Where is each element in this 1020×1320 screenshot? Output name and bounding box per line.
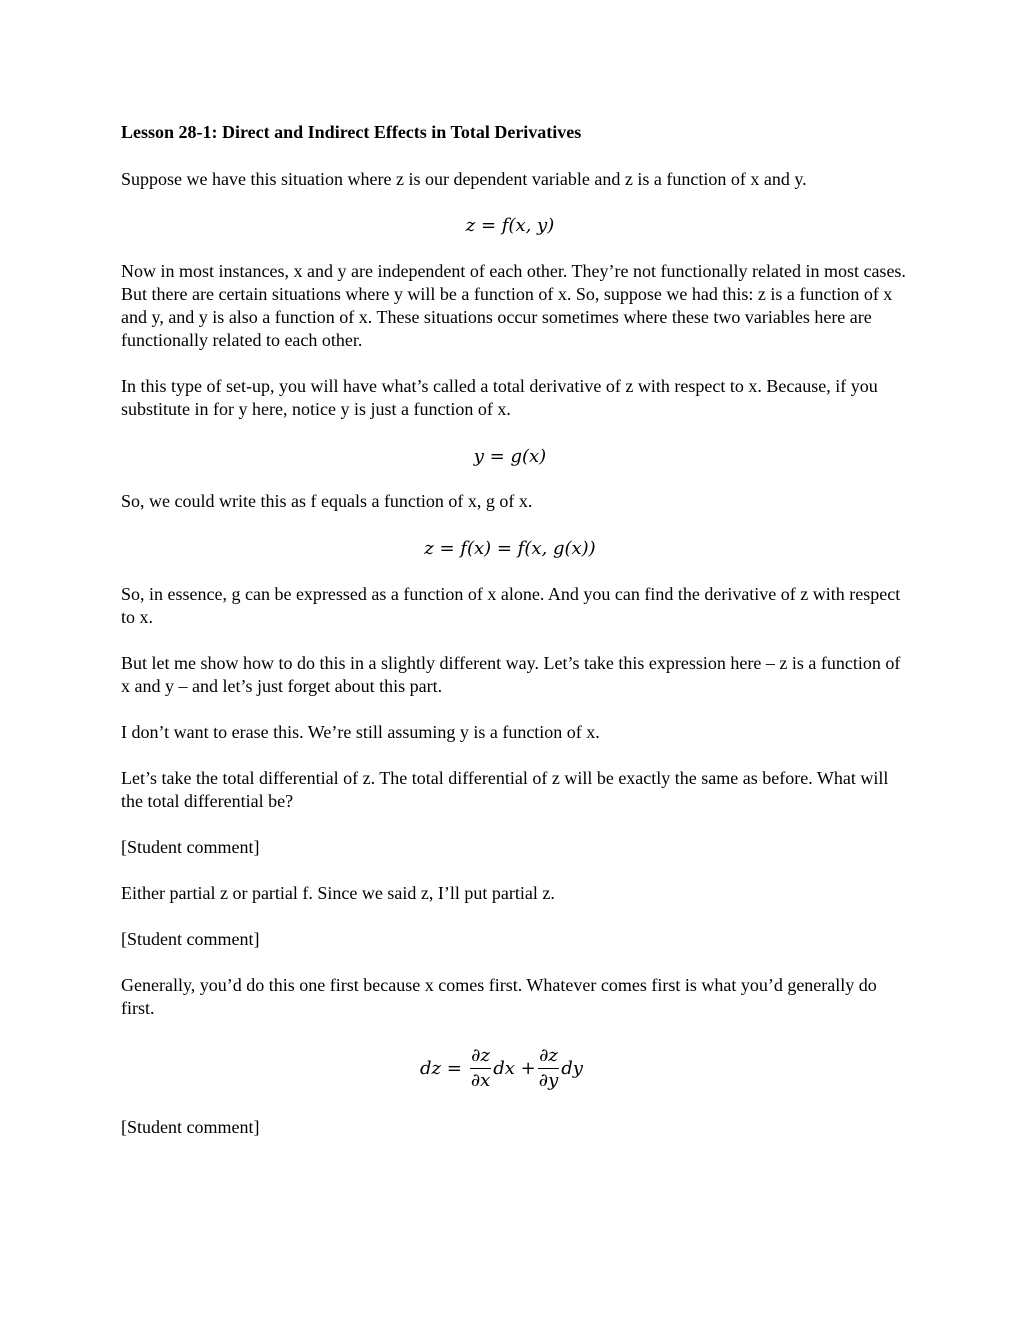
partial-z-over-partial-x (470, 1045, 491, 1092)
eq-term2-tail: dy (561, 1057, 583, 1079)
student-comment-2: [Student comment] (121, 929, 260, 949)
frac2-numerator: ∂z (538, 1045, 559, 1069)
paragraph-6: But let me show how to do this in a slightly different way. Let’s take this expression here – z is a function of x and y – and let’s just forget about this part. (121, 653, 901, 696)
partial-z-over-partial-y (538, 1045, 559, 1092)
equation-y-g-x: y = g(x) (473, 446, 547, 467)
paragraph-8: Let’s take the total differential of z. The total differential of z will be exactly the same as before. What will the total differential be? (121, 768, 889, 811)
student-comment-1: [Student comment] (121, 837, 260, 857)
paragraph-9: Either partial z or partial f. Since we said z, I’ll put partial z. (121, 883, 555, 903)
paragraph-4: So, we could write this as f equals a function of x, g of x. (121, 491, 533, 511)
eq-term1-tail: dx + (493, 1057, 536, 1079)
equation-z-composite: z = f(x) = f(x, g(x)) (424, 538, 596, 559)
equation-total-differential (420, 1042, 583, 1094)
paragraph-10: Generally, you’d do this one first because x comes first. Whatever comes first is what you’d generally do first. (121, 975, 877, 1018)
frac2-denominator: ∂y (538, 1069, 559, 1091)
paragraph-1: Suppose we have this situation where z is our dependent variable and z is a function of x and y. (121, 169, 807, 189)
frac1-denominator: ∂x (470, 1069, 491, 1091)
lesson-title: Lesson 28-1: Direct and Indirect Effects in Total Derivatives (121, 122, 582, 142)
frac1-numerator: ∂z (470, 1045, 491, 1069)
paragraph-5: So, in essence, g can be expressed as a function of x alone. And you can find the derivative of z with respect to x. (121, 584, 901, 627)
paragraph-7: I don’t want to erase this. We’re still assuming y is a function of x. (121, 722, 600, 742)
student-comment-3: [Student comment] (121, 1117, 260, 1137)
paragraph-2: Now in most instances, x and y are independent of each other. They’re not functionally related in most cases. But there are certain situations where y will be a function of x. So, suppose we had this: z is a function of x and y, and y is also a function of x. These situations occur sometimes where these two variables here are functionally related to each other. (121, 261, 906, 350)
eq-lhs: dz = (420, 1057, 462, 1079)
paragraph-3: In this type of set-up, you will have what’s called a total derivative of z with respect to x. Because, if you substitute in for y here, notice y is just a function of x. (121, 376, 878, 419)
equation-z-f-xy: z = f(x, y) (465, 215, 555, 236)
